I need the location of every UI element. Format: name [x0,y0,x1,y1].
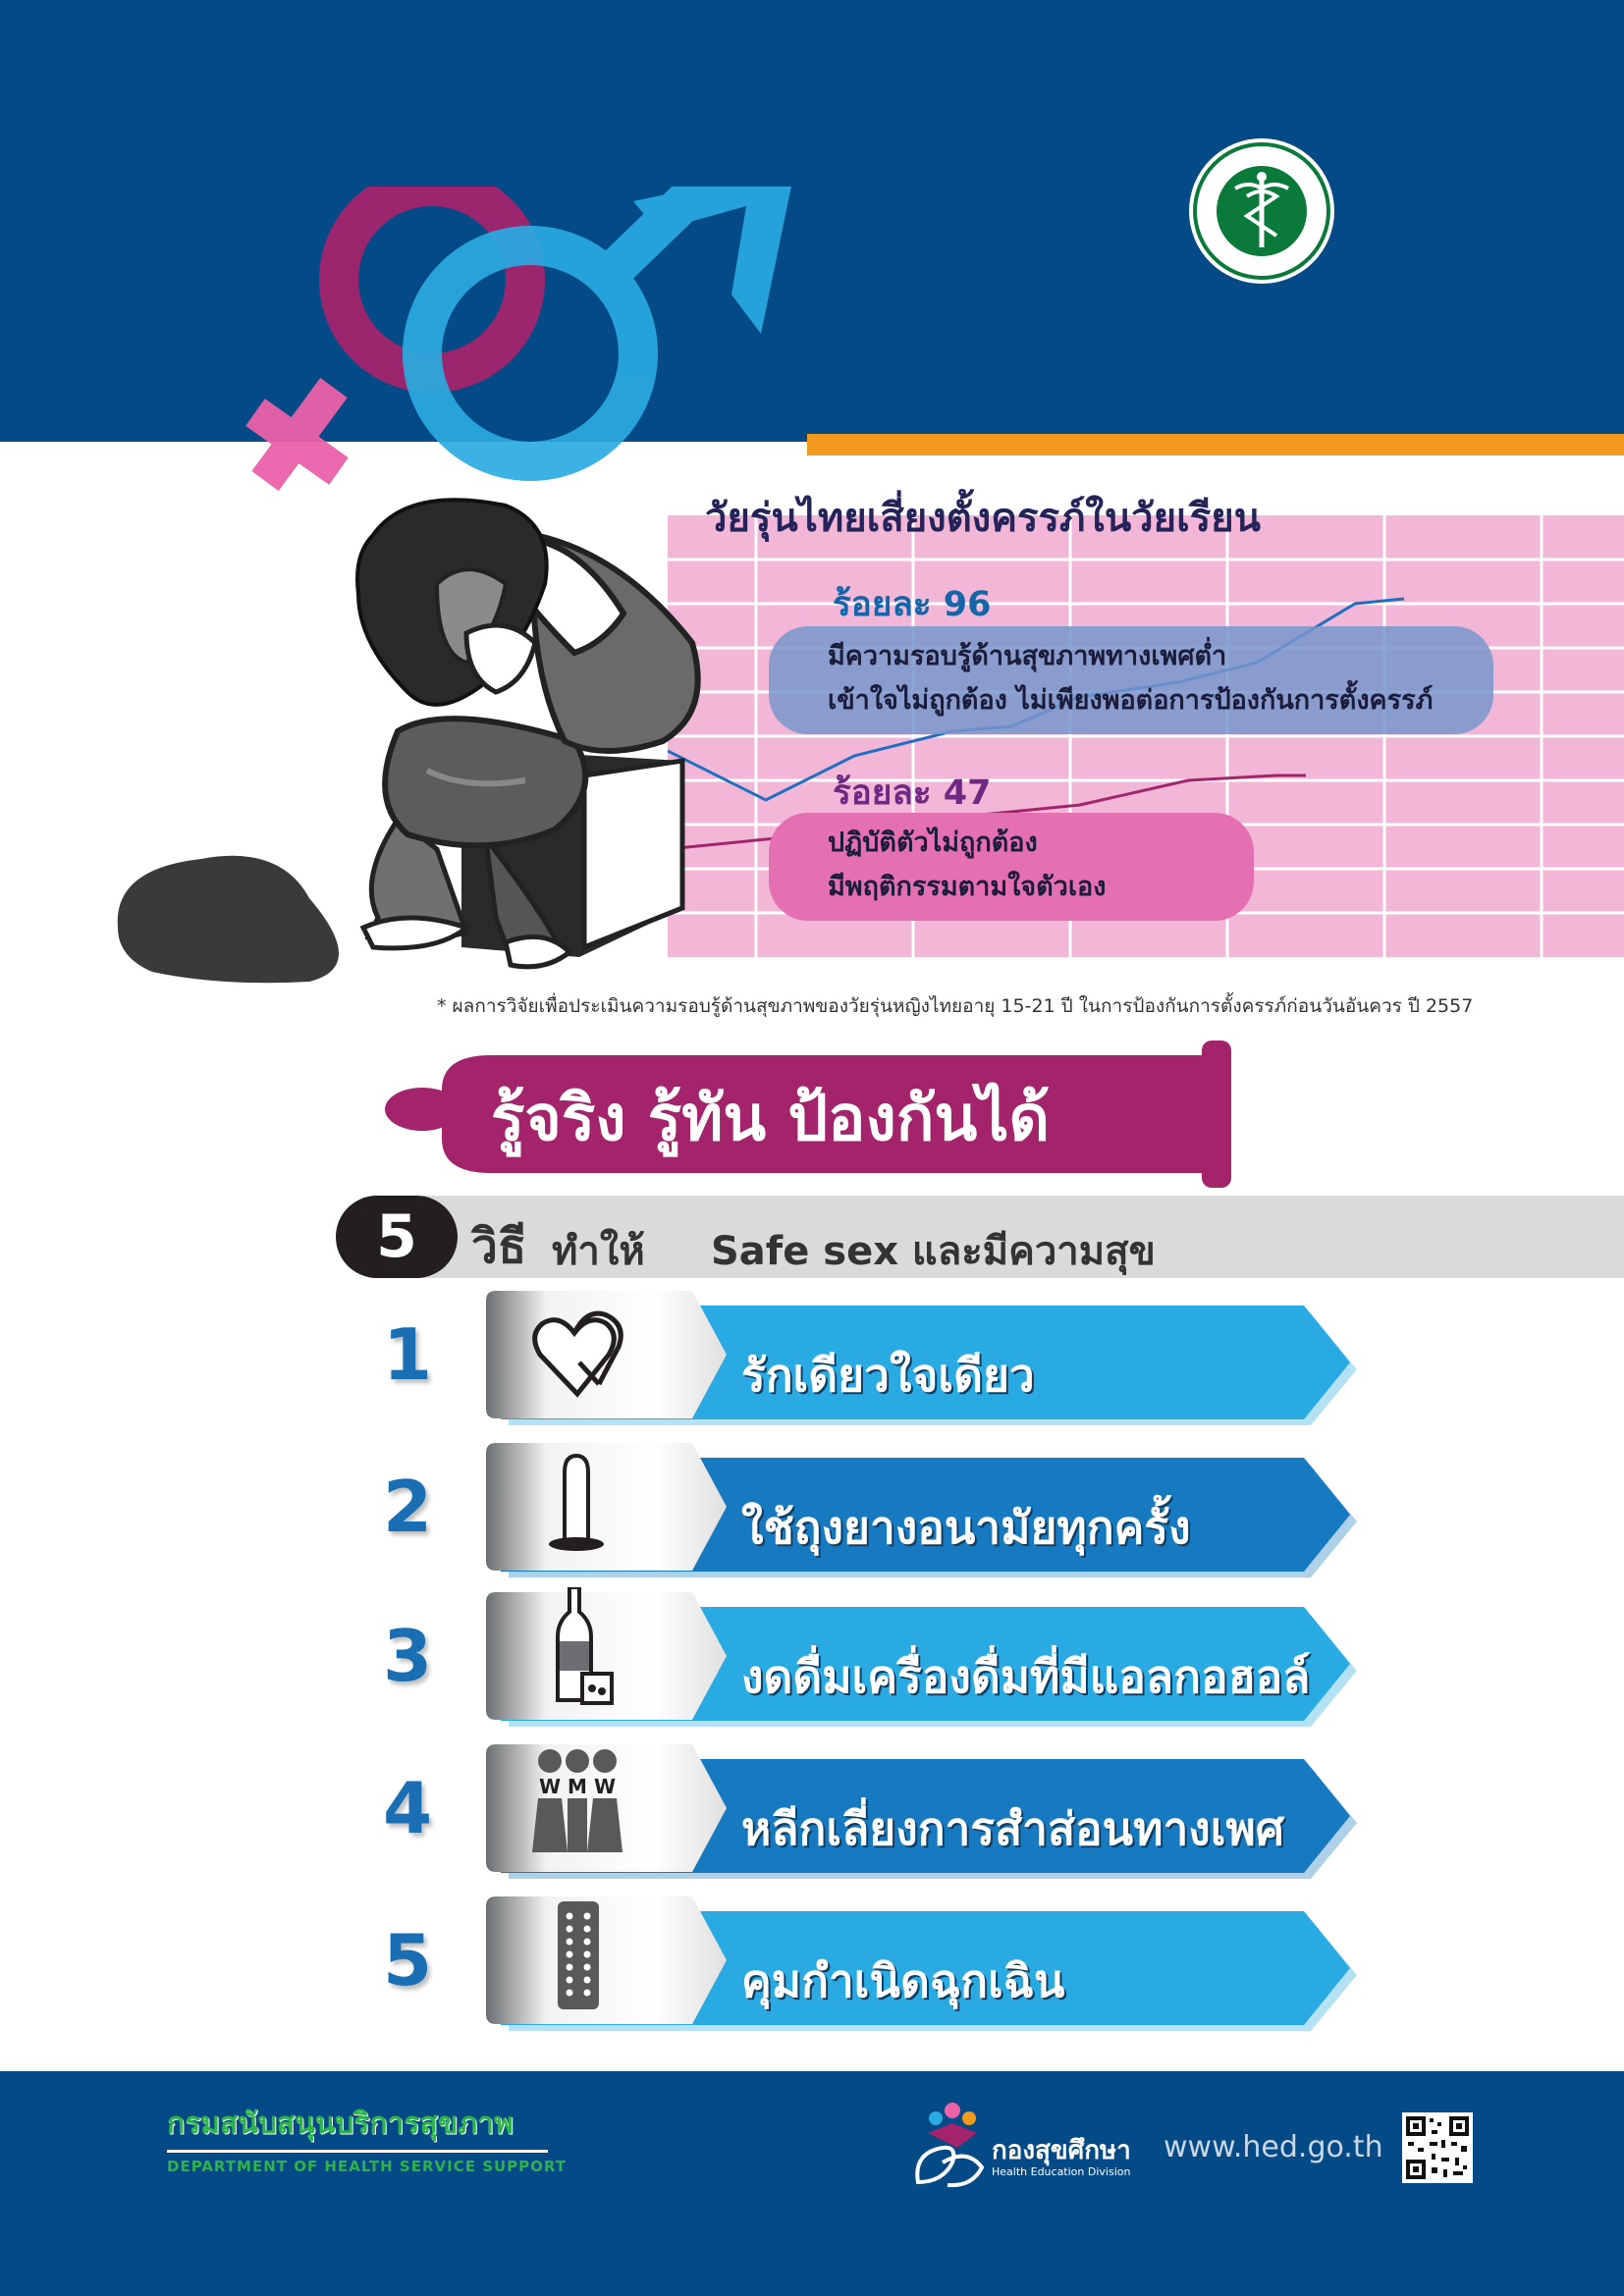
way-label-3: งดดื่มเครื่องดื่มที่มีแอลกอฮอล์ [741,1650,1311,1703]
orange-accent-bar [807,434,1624,455]
qr-code-icon[interactable] [1402,2112,1473,2183]
way-number-2: 2 [382,1466,433,1548]
department-divider [167,2150,548,2153]
division-name-english: Health Education Division [992,2165,1131,2178]
department-name-thai: กรมสนับสนุนบริการสุขภาพ [167,2107,514,2141]
stat-description-1 [769,626,1493,734]
ministry-of-public-health-seal-icon [1188,137,1335,285]
way-label-1: รักเดียวใจเดียว [741,1349,1035,1402]
department-name-english: DEPARTMENT OF HEALTH SERVICE SUPPORT [167,2158,568,2175]
way-number-5: 5 [382,1919,433,2002]
slogan-text: รู้จริง รู้ทัน ป้องกันได้ [491,1083,1050,1155]
way-number-4: 4 [382,1767,433,1849]
way-number-1: 1 [382,1313,433,1396]
division-name-thai: กองสุขศึกษา [992,2136,1131,2165]
stat-1-line-1: มีความรอบรู้ด้านสุขภาพทางเพศต่ำ [828,641,1227,671]
ways-word: วิธี [471,1219,527,1274]
way-label-4: หลีกเลี่ยงการสำส่อนทางเพศ [741,1802,1284,1855]
research-footnote: * ผลการวิจัยเพื่อประเมินความรอบรู้ด้านสุขภาพของวัยรุ่นหญิงไทยอายุ 15-21 ปี ในการป้องกันการตั้งครรภ์ก่อนวันอันควร ปี 2557 [437,995,1474,1017]
partner-letter-3: W [593,1775,617,1798]
stat-2-line-2: มีพฤติกรรมตามใจตัวเอง [828,872,1107,902]
stat-2-line-1: ปฏิบัติตัวไม่ถูกต้อง [828,828,1038,858]
pill-pack-icon [558,1901,599,2009]
partner-letter-2: M [568,1775,587,1798]
ways-number: 5 [376,1202,417,1271]
way-label-5: คุมกำเนิดฉุกเฉิน [741,1954,1065,2007]
multiple-partners-icon [532,1749,623,1852]
ways-heading-text: Safe sex และมีความสุข [711,1229,1156,1274]
stat-description-2 [769,813,1254,921]
website-link[interactable]: www.hed.go.th [1164,2130,1383,2164]
distressed-teen-illustration [113,496,702,987]
way-number-3: 3 [382,1615,433,1697]
stat-percent-2: ร้อยละ 47 [833,774,992,813]
ways-verb: ทำให้ [552,1229,645,1274]
partner-letter-1: W [538,1775,562,1798]
stat-1-line-2: เข้าใจไม่ถูกต้อง ไม่เพียงพอต่อการป้องกันการตั้งครรภ์ [828,685,1434,716]
stat-percent-1: ร้อยละ 96 [833,585,992,624]
way-label-2: ใช้ถุงยางอนามัยทุกครั้ง [741,1501,1191,1554]
stats-title: วัยรุ่นไทยเสี่ยงตั้งครรภ์ในวัยเรียน [705,496,1262,541]
